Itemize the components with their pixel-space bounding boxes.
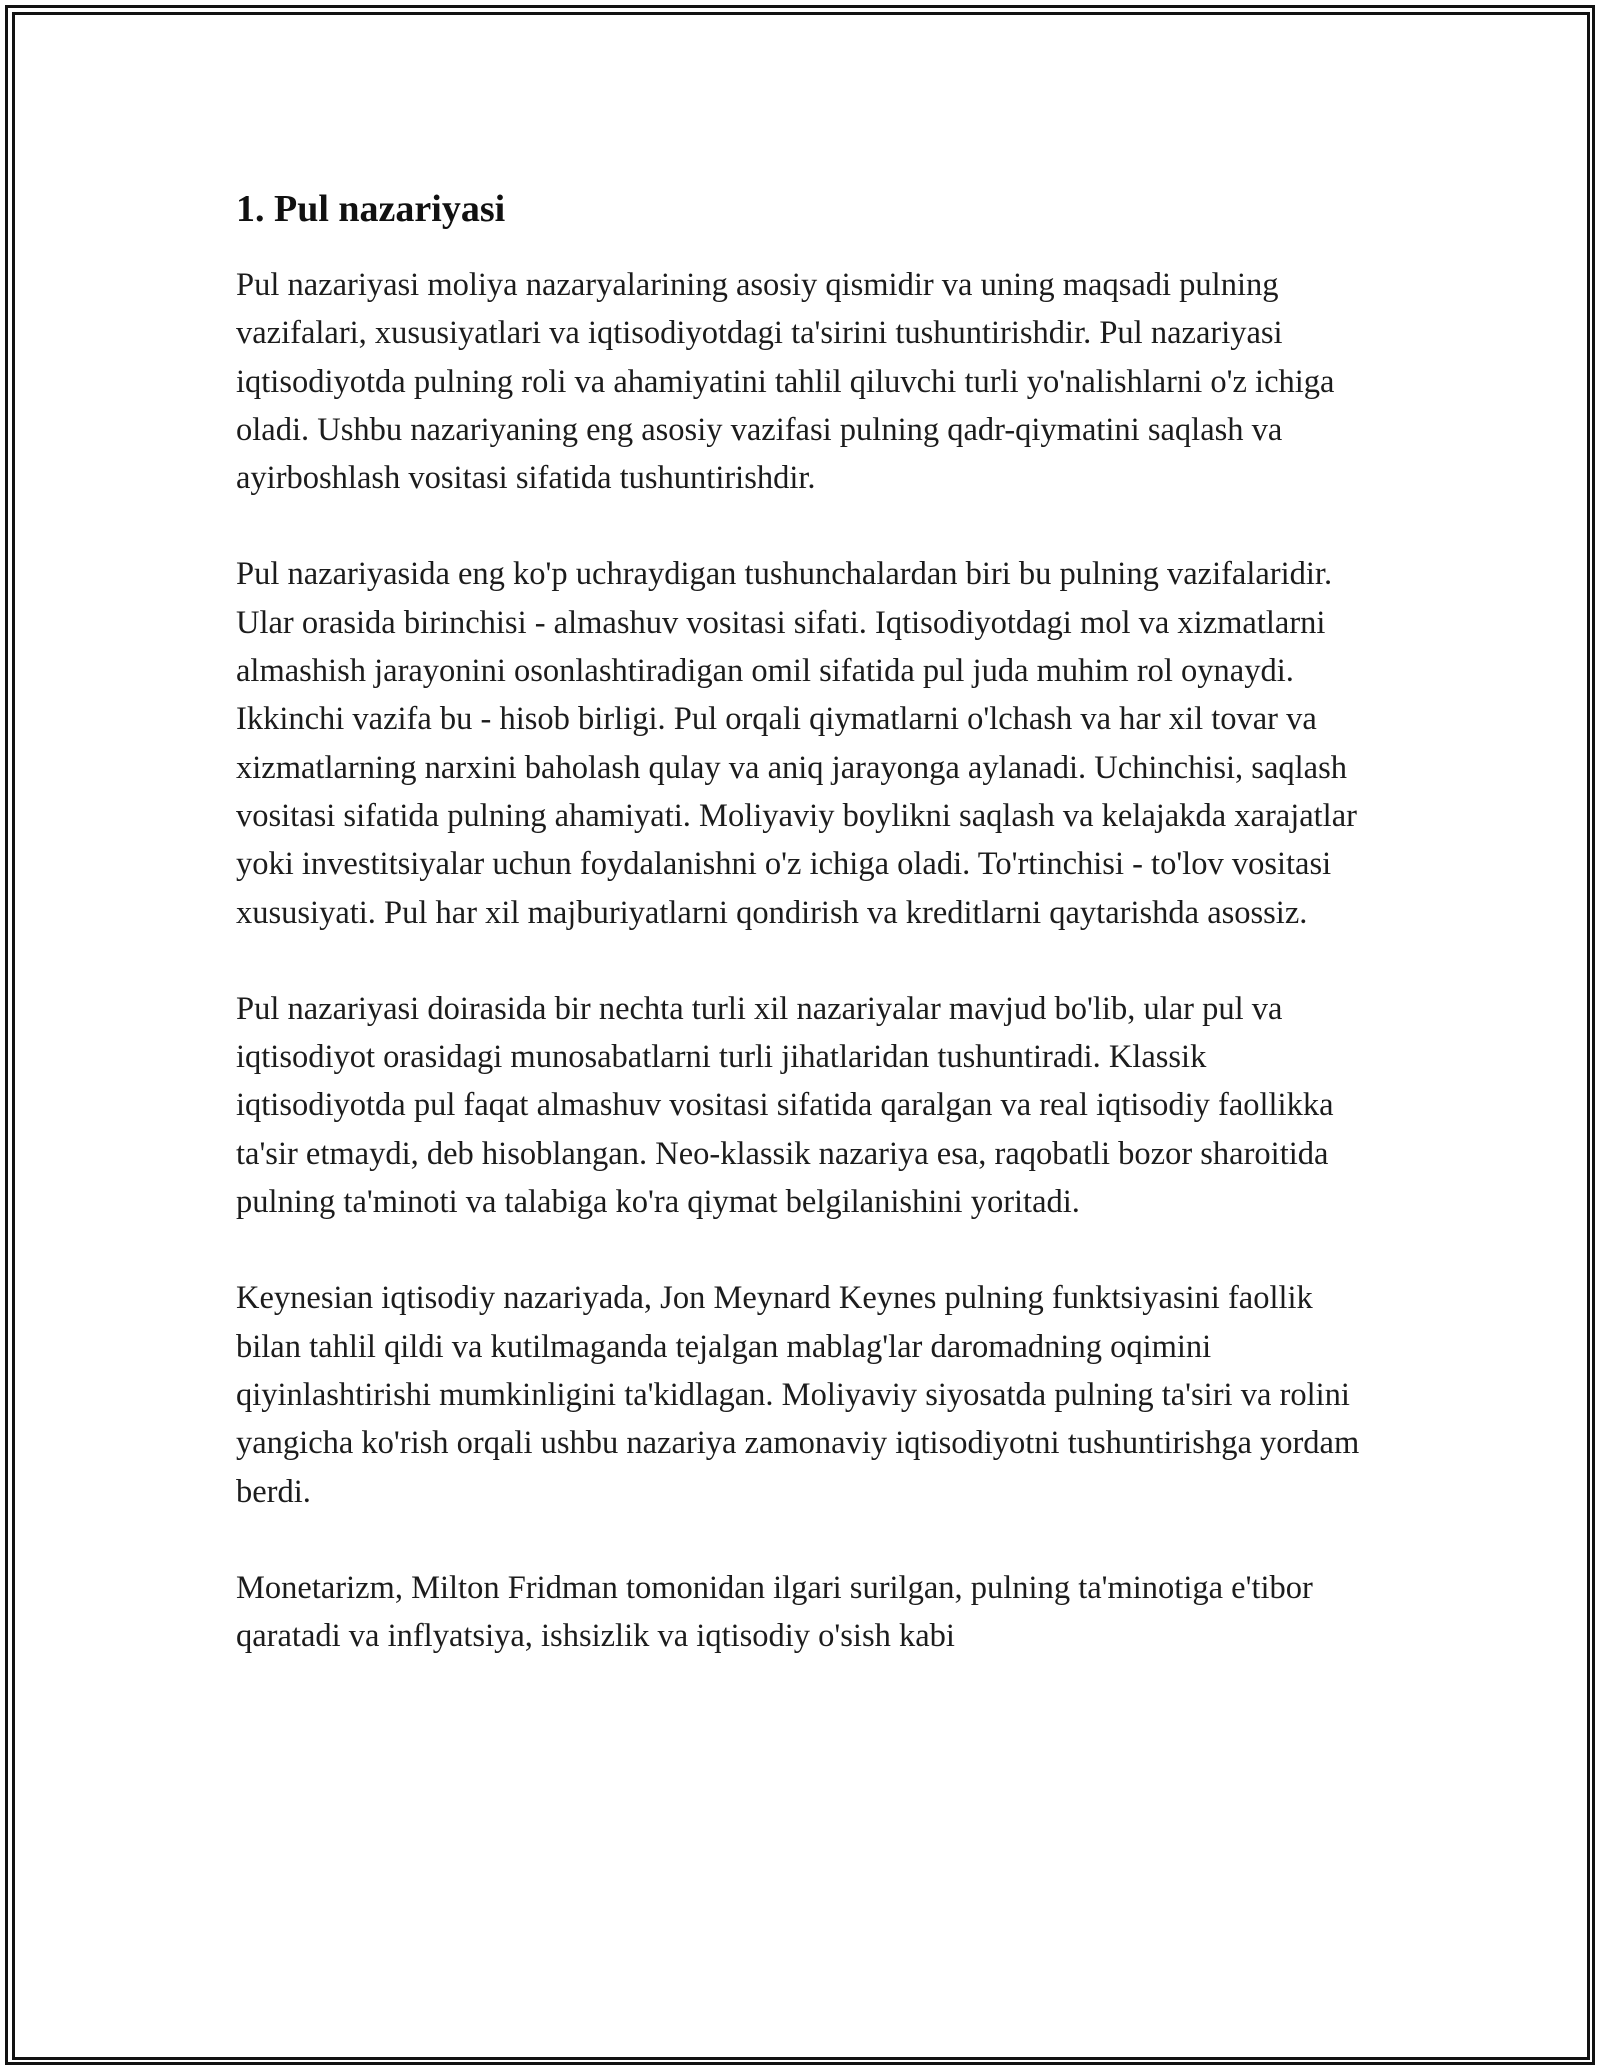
paragraph-keynesian: Keynesian iqtisodiy nazariyada, Jon Meynard Keynes pulning funktsiyasini faollik bilan tahlil qildi va kutilmaganda tejalgan mablag'lar daromadning oqimini qiyinlashtirishi mumkinligini ta'kidlagan. Moliyaviy siyosatda pulning ta'siri va rolini yangicha ko'rish orqali ushbu nazariya zamonaviy iqtisodiyotni tushuntirishga yordam berdi. <box>236 1280 1360 1510</box>
paragraph-classical: Pul nazariyasi doirasida bir nechta turli xil nazariyalar mavjud bo'lib, ular pul va iqtisodiyot orasidagi munosabatlarni turli jihatlaridan tushuntiradi. Klassik iqtisodiyotda pul faqat almashuv vositasi sifatida qaralgan va real iqtisodiy faollikka ta'sir etmaydi, deb hisoblangan. Neo-klassik nazariya esa, raqobatli bozor sharoitida pulning ta'minoti va talabiga ko'ra qiymat belgilanishini yoritadi. <box>236 990 1334 1221</box>
section-heading: 1. Pul nazariyasi <box>236 188 506 230</box>
document-body <box>236 185 1366 1708</box>
paragraph-functions: Pul nazariyasida eng ko'p uchraydigan tushunchalardan biri bu pulning vazifalaridir. Ular orasida birinchisi - almashuv vositasi sifati. Iqtisodiyotdagi mol va xizmatlarni almashish jarayonini osonlashtiradigan omil sifatida pul juda muhim rol oynaydi. Ikkinchi vazifa bu - hisob birligi. Pul orqali qiymatlarni o'lchash va har xil tovar va xizmatlarning narxini baholash qulay va aniq jarayonga aylanadi. Uchinchisi, saqlash vositasi sifatida pulning ahamiyati. Moliyaviy boylikni saqlash va kelajakda xarajatlar yoki investitsiyalar uchun foydalanishni o'z ichiga oladi. To'rtinchisi - to'lov vositasi xususiyati. Pul har xil majburiyatlarni qondirish va kreditlarni qaytarishda asossiz. <box>236 556 1357 931</box>
paragraph-monetarism: Monetarizm, Milton Fridman tomonidan ilgari surilgan, pulning ta'minotiga e'tibor qaratadi va inflyatsiya, ishsizlik va iqtisodiy o'sish kabi <box>236 1569 1313 1655</box>
paragraph-intro: Pul nazariyasi moliya nazaryalarining asosiy qismidir va uning maqsadi pulning vazifalari, xususiyatlari va iqtisodiyotdagi ta'sirini tushuntirishdir. Pul nazariyasi iqtisodiyotda pulning roli va ahamiyatini tahlil qiluvchi turli yo'nalishlarni o'z ichiga oladi. Ushbu nazariyaning eng asosiy vazifasi pulning qadr-qiymatini saqlash va ayirboshlash vositasi sifatida tushuntirishdir. <box>236 267 1335 497</box>
